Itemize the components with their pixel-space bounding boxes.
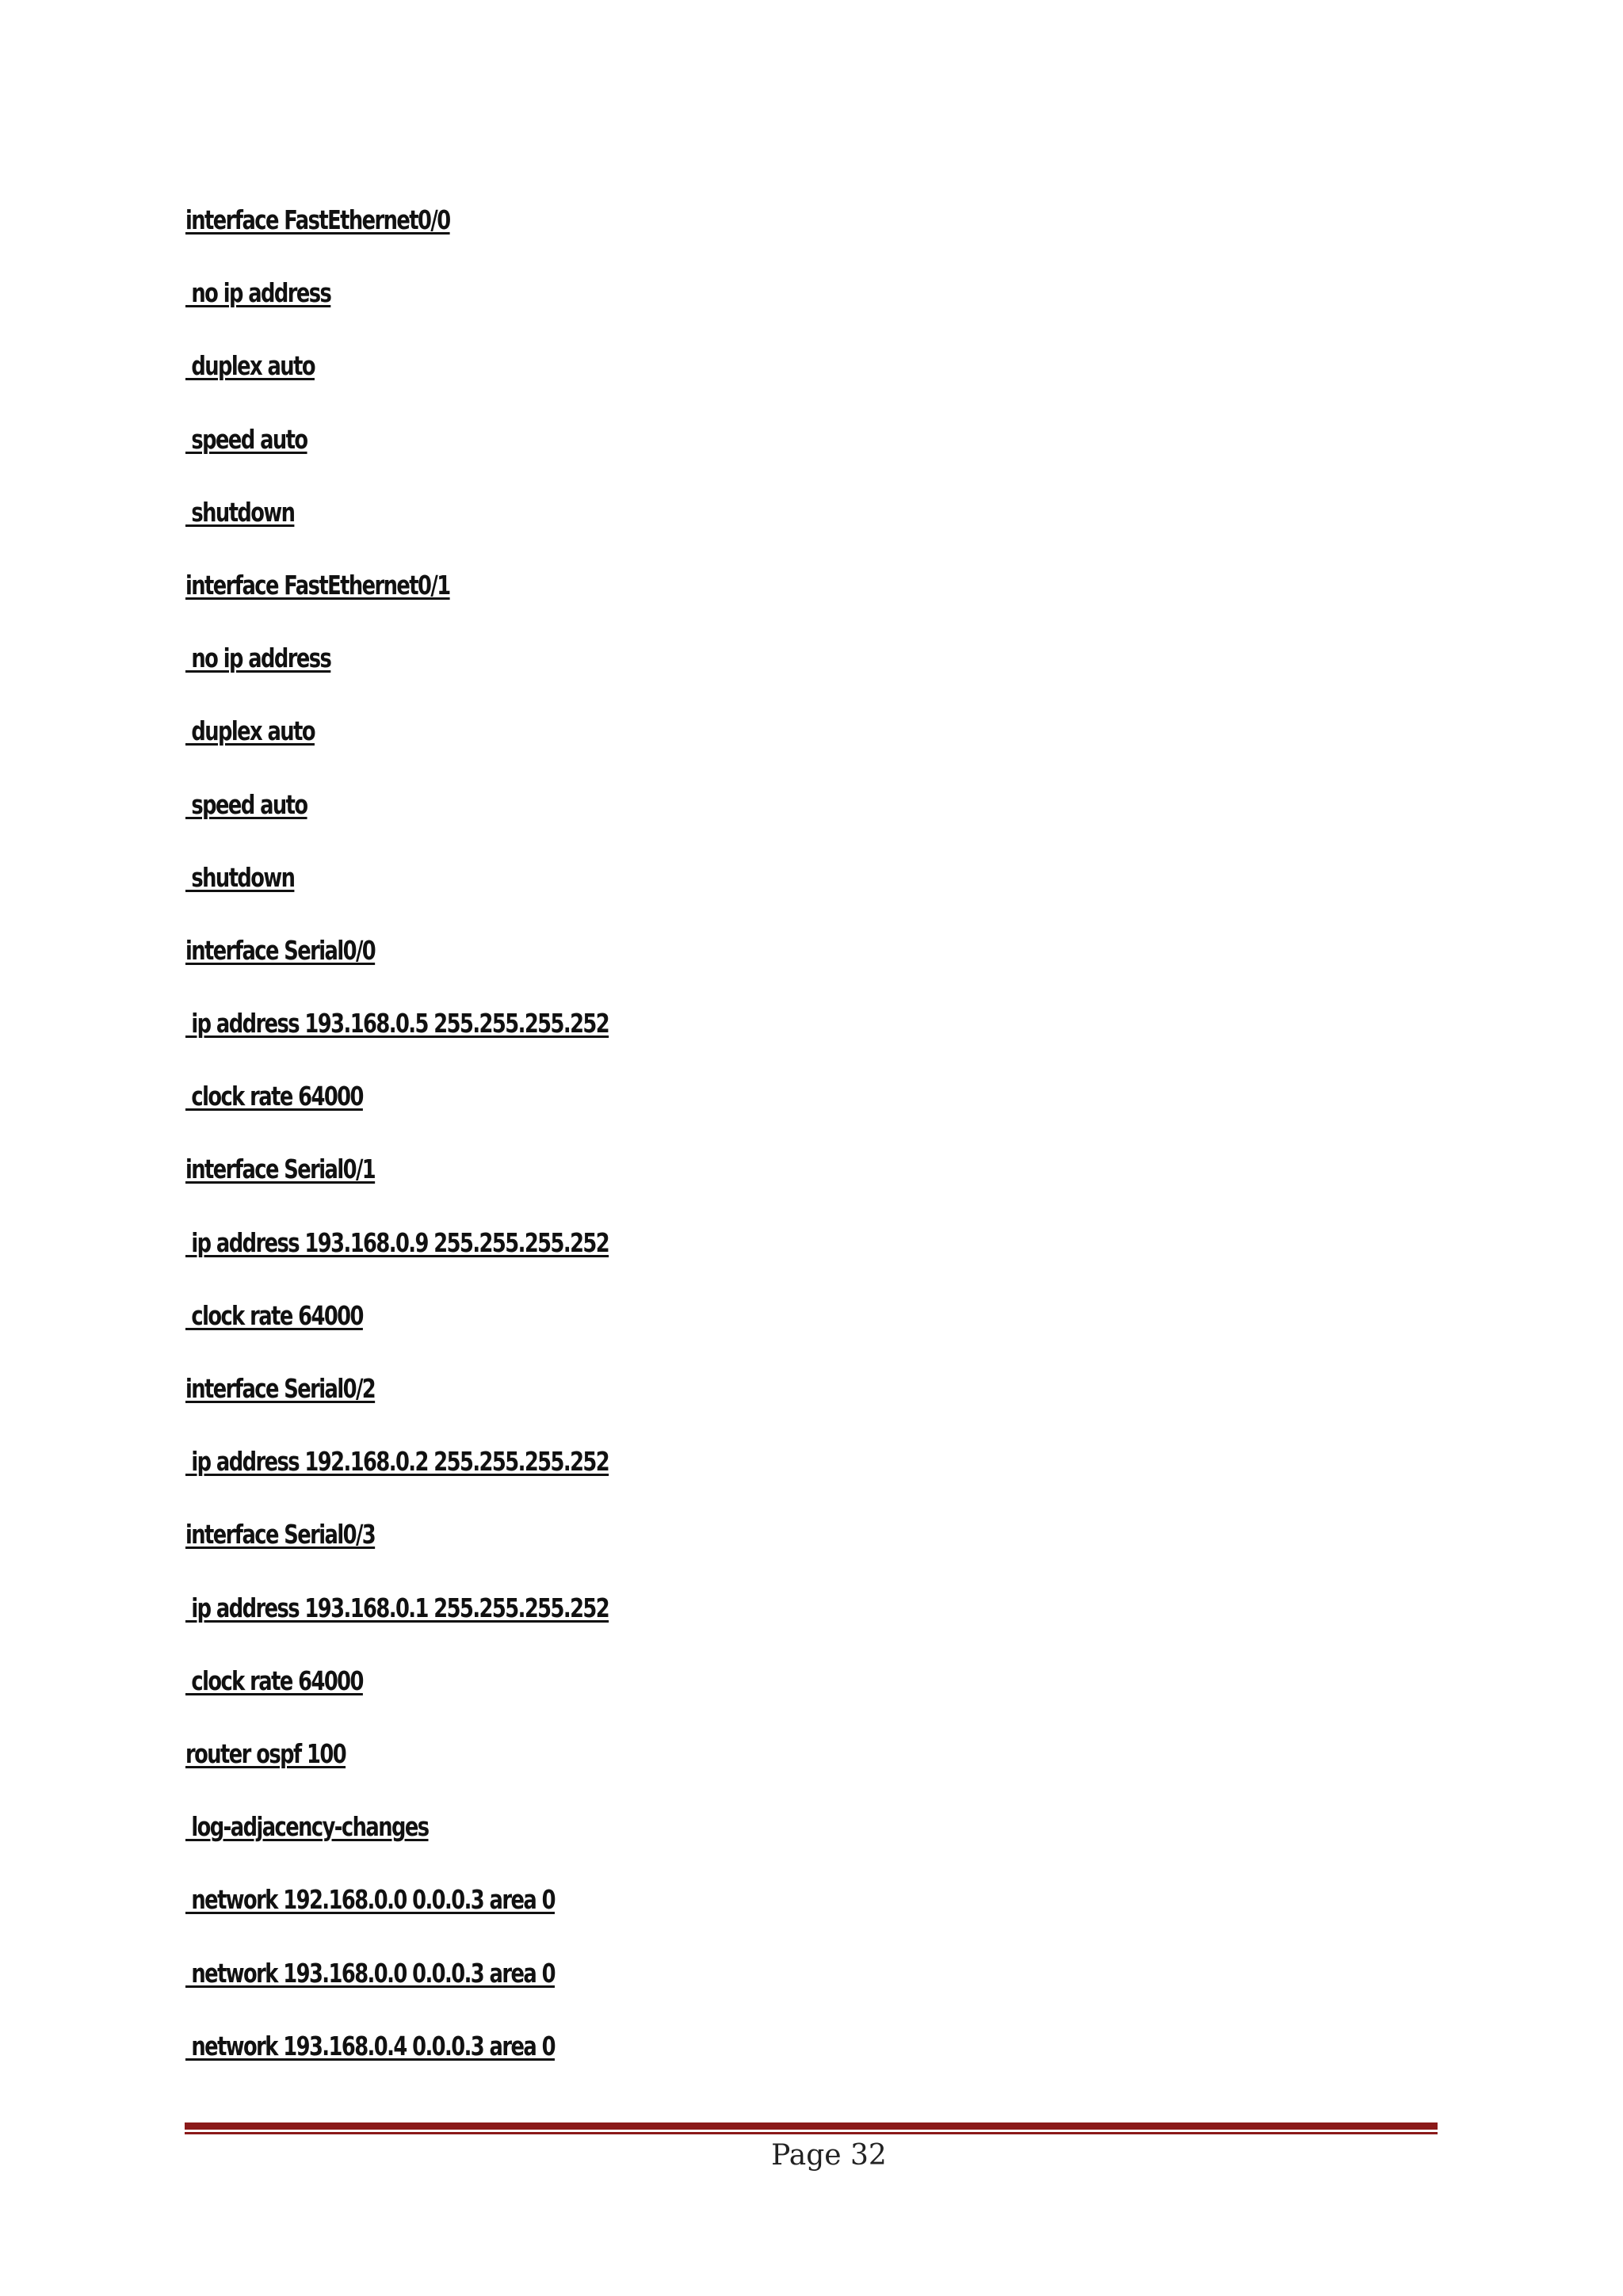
config-line-text: interface Serial0/3 <box>185 1519 376 1550</box>
footer-rule-thin <box>185 2132 1438 2134</box>
config-line-text: duplex auto <box>185 715 315 747</box>
config-line-text: duplex auto <box>185 350 315 382</box>
config-line-text: ip address 193.168.0.1 255.255.255.252 <box>185 1592 609 1623</box>
config-line <box>185 489 609 562</box>
footer-rule <box>185 2122 1438 2130</box>
config-line-text: no ip address <box>185 643 331 674</box>
config-line <box>185 1219 609 1292</box>
config-line-text: speed auto <box>185 788 307 820</box>
config-line-text: network 193.168.0.0 0.0.0.3 area 0 <box>185 1957 555 1989</box>
config-line <box>185 1438 609 1511</box>
config-line <box>185 1146 609 1219</box>
config-line-text: log-adjacency-changes <box>185 1811 429 1843</box>
config-line-text: shutdown <box>185 861 295 893</box>
config-line <box>185 416 609 489</box>
config-line-text: clock rate 64000 <box>185 1299 363 1331</box>
config-line-text: ip address 193.168.0.9 255.255.255.252 <box>185 1226 609 1258</box>
config-line <box>185 1073 609 1146</box>
config-line <box>185 854 609 927</box>
config-line <box>185 927 609 1000</box>
config-line-text: network 192.168.0.0 0.0.0.3 area 0 <box>185 1884 555 1916</box>
config-line-text: ip address 192.168.0.2 255.255.255.252 <box>185 1446 609 1478</box>
config-line <box>185 1511 609 1584</box>
config-line <box>185 781 609 854</box>
config-line <box>185 562 609 635</box>
config-line-text: router ospf 100 <box>185 1737 346 1769</box>
config-line <box>185 196 609 269</box>
config-line <box>185 1365 609 1438</box>
config-line <box>185 2023 609 2096</box>
config-line-text: interface FastEthernet0/1 <box>185 569 450 601</box>
config-line <box>185 635 609 707</box>
config-line <box>185 342 609 415</box>
config-line <box>185 1585 609 1657</box>
config-line-text: clock rate 64000 <box>185 1665 363 1696</box>
config-line <box>185 1000 609 1073</box>
config-line-text: clock rate 64000 <box>185 1081 363 1112</box>
page-number: Page 32 <box>771 2139 887 2172</box>
config-line-text: network 193.168.0.4 0.0.0.3 area 0 <box>185 2030 555 2061</box>
config-line-text: interface Serial0/1 <box>185 1154 376 1185</box>
config-line <box>185 269 609 342</box>
config-line <box>185 1730 609 1803</box>
config-line <box>185 1876 609 1949</box>
config-line <box>185 1292 609 1365</box>
config-line <box>185 1950 609 2023</box>
config-line-text: interface FastEthernet0/0 <box>185 204 450 235</box>
config-line-text: speed auto <box>185 423 307 455</box>
config-line <box>185 1803 609 1876</box>
config-line <box>185 1657 609 1730</box>
config-line-text: shutdown <box>185 496 295 528</box>
config-listing <box>185 196 728 2096</box>
config-line-text: interface Serial0/0 <box>185 934 376 966</box>
config-line-text: ip address 193.168.0.5 255.255.255.252 <box>185 1008 609 1039</box>
config-line <box>185 707 609 780</box>
config-line-text: no ip address <box>185 277 331 309</box>
config-line-text: interface Serial0/2 <box>185 1373 376 1404</box>
